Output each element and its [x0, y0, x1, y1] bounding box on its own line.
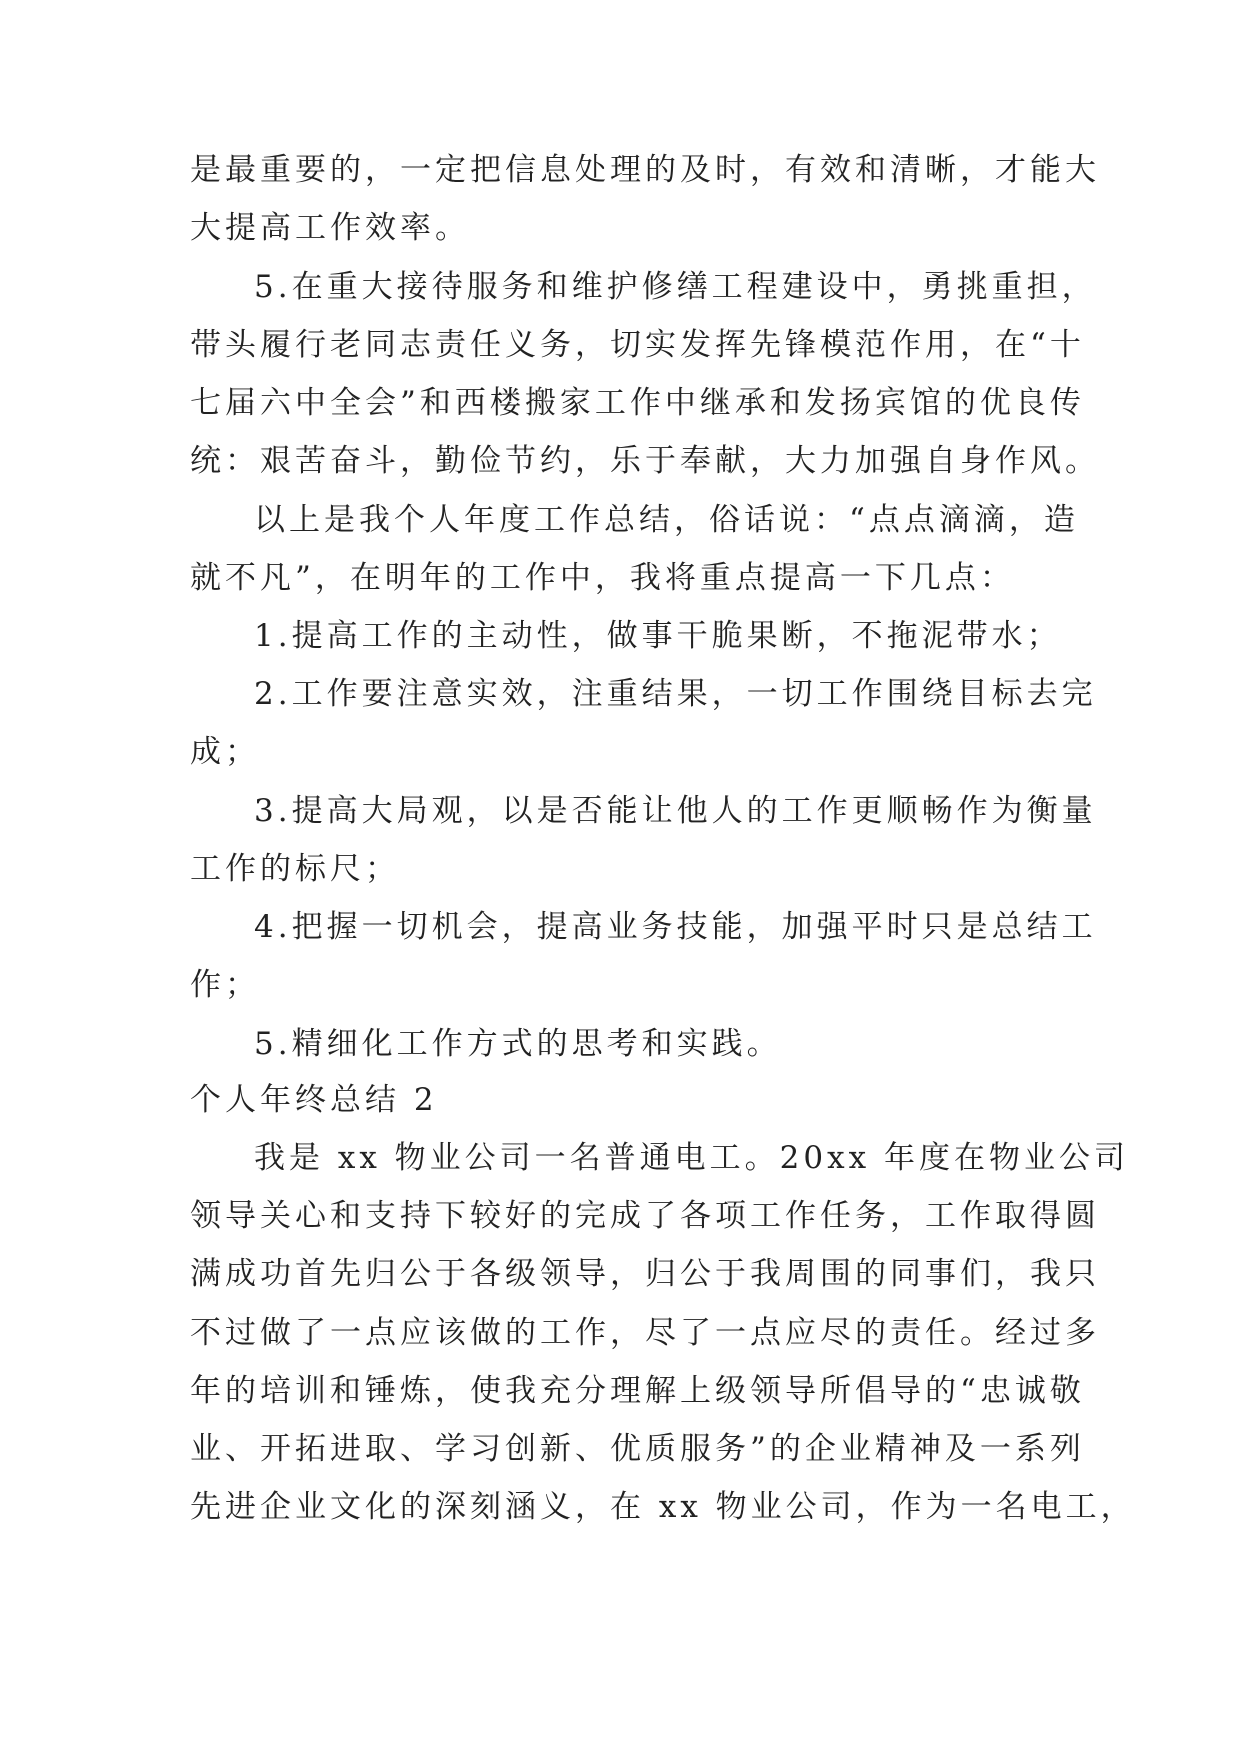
text-line: 成； [190, 734, 260, 770]
text-line: 业、开拓进取、学习创新、优质服务”的企业精神及一系列 [190, 1431, 1085, 1467]
text-line: 带头履行老同志责任义务，切实发挥先锋模范作用，在“十 [190, 327, 1085, 363]
text-line: 2.工作要注意实效，注重结果，一切工作围绕目标去完 [254, 676, 1097, 712]
text-line: 以上是我个人年度工作总结，俗话说：“点点滴滴，造 [254, 502, 1079, 538]
text-line: 5.在重大接待服务和维护修缮工程建设中，勇挑重担， [254, 269, 1097, 305]
text-line: 不过做了一点应该做的工作，尽了一点应尽的责任。经过多 [190, 1315, 1100, 1351]
text-line: 是最重要的，一定把信息处理的及时，有效和清晰，才能大 [190, 152, 1100, 188]
text-line: 1.提高工作的主动性，做事干脆果断，不拖泥带水； [254, 618, 1062, 654]
text-line: 先进企业文化的深刻涵义，在 xx 物业公司，作为一名电工， [190, 1489, 1136, 1525]
text-line: 5.精细化工作方式的思考和实践。 [254, 1026, 782, 1062]
text-line: 年的培训和锤炼，使我充分理解上级领导所倡导的“忠诚敬 [190, 1373, 1085, 1409]
text-line: 就不凡”，在明年的工作中，我将重点提高一下几点： [190, 560, 1015, 596]
text-line: 3.提高大局观，以是否能让他人的工作更顺畅作为衡量 [254, 793, 1097, 829]
text-line: 大提高工作效率。 [190, 210, 470, 246]
text-line: 作； [190, 967, 260, 1003]
section-heading: 个人年终总结 2 [190, 1082, 438, 1118]
text-line: 领导关心和支持下较好的完成了各项工作任务，工作取得圆 [190, 1198, 1100, 1234]
text-line: 七届六中全会”和西楼搬家工作中继承和发扬宾馆的优良传 [190, 385, 1085, 421]
text-line: 工作的标尺； [190, 851, 400, 887]
text-line: 统：艰苦奋斗，勤俭节约，乐于奉献，大力加强自身作风。 [190, 443, 1100, 479]
text-line: 满成功首先归公于各级领导，归公于我周围的同事们，我只 [190, 1256, 1100, 1292]
text-line: 4.把握一切机会，提高业务技能，加强平时只是总结工 [254, 909, 1097, 945]
text-line: 我是 xx 物业公司一名普通电工。20xx 年度在物业公司 [254, 1140, 1129, 1176]
